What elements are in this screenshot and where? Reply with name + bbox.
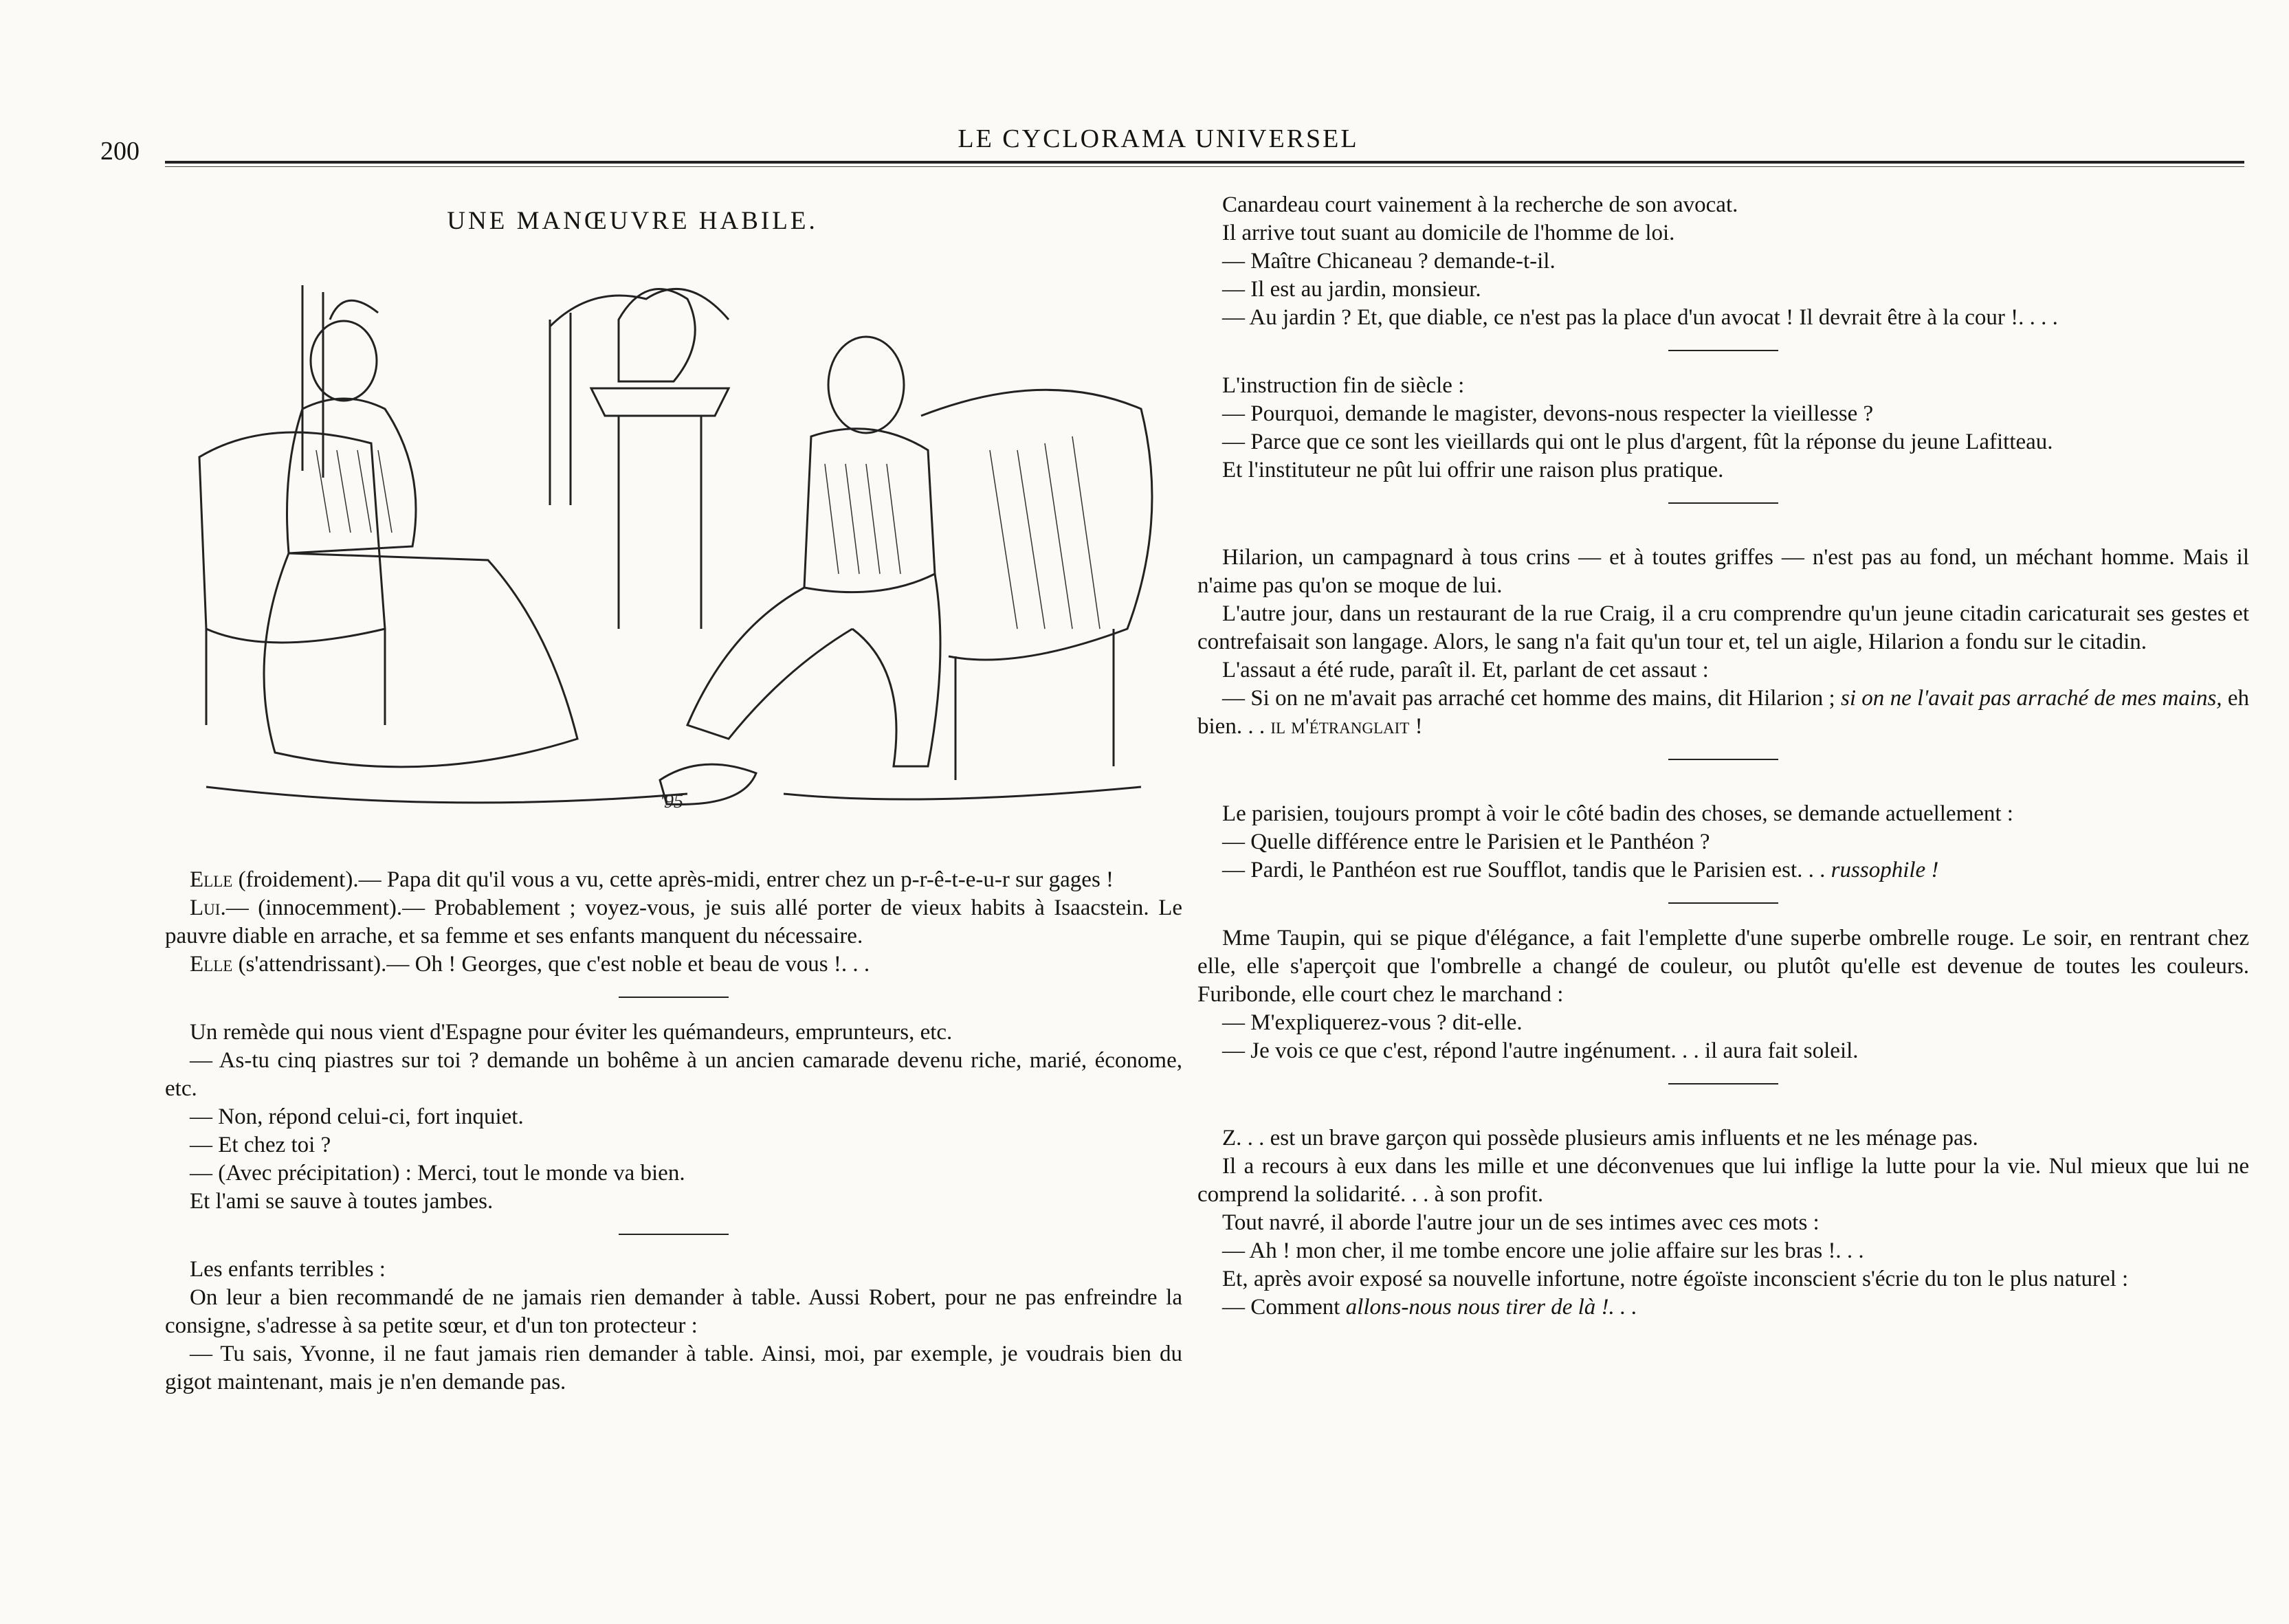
paragraph: — Non, répond celui-ci, fort inquiet. (190, 1104, 524, 1129)
paragraph: — Au jardin ? Et, que diable, ce n'est pas la place d'un avocat ! Il devrait être à la cour !. . . . (1222, 305, 2058, 330)
paragraph: — Maître Chicaneau ? demande-t-il. (1222, 249, 1556, 274)
separator-rule (1668, 1083, 1778, 1084)
hilarion-quote: — Si on ne m'avait pas arraché cet homme des mains, dit Hilarion ; si on ne l'avait pas arraché de mes mains, eh bien. . . il m'étranglait ! (1197, 686, 2249, 739)
engraving-illustration (165, 244, 1169, 821)
separator-rule (619, 997, 729, 998)
paragraph: — Pourquoi, demande le magister, devons-nous respecter la vieillesse ? (1222, 401, 1874, 426)
spacer (1197, 1105, 2249, 1124)
paragraph: L'instruction fin de siècle : (1222, 373, 1465, 398)
paragraph: Et, après avoir exposé sa nouvelle infortune, notre égoïste inconscient s'écrie du ton le plus naturel : (1222, 1267, 2129, 1291)
header-rule-thin (165, 166, 2244, 167)
separator-rule (619, 1234, 729, 1235)
paragraph: Il a recours à eux dans les mille et une déconvenues que lui inflige la lutte pour la vie. Nul mieux que lui ne comprend la solidarité. . . à son profit. (1197, 1154, 2249, 1207)
paragraph: — Il est au jardin, monsieur. (1222, 277, 1481, 302)
paragraph: — Quelle différence entre le Parisien et le Panthéon ? (1222, 830, 1710, 854)
paragraph: Il arrive tout suant au domicile de l'homme de loi. (1222, 221, 1675, 245)
paragraph: — Ah ! mon cher, il me tombe encore une jolie affaire sur les bras !. . . (1222, 1238, 1864, 1263)
separator-rule (1668, 350, 1778, 351)
running-title: LE CYCLORAMA UNIVERSEL (958, 124, 1359, 153)
paragraph: Et l'instituteur ne pût lui offrir une raison plus pratique. (1222, 458, 1724, 482)
right-column (1197, 191, 2249, 1322)
paragraph: — (Avec précipitation) : Merci, tout le monde va bien. (190, 1161, 685, 1186)
paragraph: L'assaut a été rude, paraît il. Et, parlant de cet assaut : (1222, 658, 1709, 682)
paragraph: Les enfants terribles : (190, 1257, 386, 1282)
left-column (165, 866, 1182, 1397)
paragraph: Tout navré, il aborde l'autre jour un de ses intimes avec ces mots : (1222, 1210, 1820, 1235)
paragraph: On leur a bien recommandé de ne jamais rien demander à table. Aussi Robert, pour ne pas enfreindre la consigne, s'adresse à sa petite sœur, et d'un ton protecteur : (165, 1285, 1182, 1338)
paragraph: Le parisien, toujours prompt à voir le côté badin des choses, se demande actuellement : (1222, 801, 2013, 826)
article-title: UNE MANŒUVRE HABILE. (447, 207, 818, 235)
paragraph: Hilarion, un campagnard à tous crins — et à toutes griffes — n'est pas au fond, un méchant homme. Mais il n'aime pas qu'on se moque de lui. (1197, 545, 2249, 598)
separator-rule (1668, 902, 1778, 904)
artist-mark: '95 (660, 791, 683, 812)
paragraph: — Parce que ce sont les vieillards qui ont le plus d'argent, fût la réponse du jeune Lafitteau. (1222, 430, 2053, 454)
paragraph: Z. . . est un brave garçon qui possède plusieurs amis influents et ne les ménage pas. (1222, 1126, 1978, 1150)
paragraph: Un remède qui nous vient d'Espagne pour éviter les quémandeurs, emprunteurs, etc. (190, 1020, 953, 1045)
dialogue-line-2: Lui.— (innocemment).— Probablement ; voyez-vous, je suis allé porter de vieux habits à Isaacstein. Le pauvre diable en arrache, et sa femme et ses enfants manquent du nécessaire. (165, 896, 1183, 948)
paragraph: — M'expliquerez-vous ? dit-elle. (1222, 1010, 1523, 1035)
paragraph: L'autre jour, dans un restaurant de la rue Craig, il a cru comprendre qu'un jeune citadin caricaturait ses gestes et contrefaisait son langage. Alors, le sang n'a fait qu'un tour et, tel un aigle, Hilarion a fondu sur le citadin. (1197, 601, 2249, 654)
spacer (1197, 524, 2249, 544)
spacer (1197, 781, 2249, 800)
page-number: 200 (100, 137, 140, 166)
paragraph: Canardeau court vainement à la recherche de son avocat. (1222, 192, 1738, 217)
separator-rule (1668, 502, 1778, 504)
paragraph: — Tu sais, Yvonne, il ne faut jamais rien demander à table. Ainsi, moi, par exemple, je voudrais bien du gigot maintenant, mais je n'en demande pas. (165, 1342, 1182, 1394)
dialogue-line-3: Elle (s'attendrissant).— Oh ! Georges, que c'est noble et beau de vous !. . . (190, 952, 870, 977)
header-rule (165, 161, 2244, 164)
separator-rule (1668, 759, 1778, 760)
paragraph: — Et chez toi ? (190, 1133, 331, 1157)
paragraph: — Je vois ce que c'est, répond l'autre ingénument. . . il aura fait soleil. (1222, 1038, 1859, 1063)
paragraph: — As-tu cinq piastres sur toi ? demande un bohême à un ancien camarade devenu riche, marié, économe, etc. (165, 1048, 1182, 1101)
paragraph: Mme Taupin, qui se pique d'élégance, a fait l'emplette d'une superbe ombrelle rouge. Le soir, en rentrant chez elle, elle s'aperçoit que l'ombrelle a changé de couleur, ou plutôt qu'elle est devenue de toutes les couleurs. Furibonde, elle court chez le marchand : (1197, 926, 2249, 1007)
z-closing-line: — Comment allons-nous nous tirer de là !. . . (1222, 1295, 1637, 1320)
dialogue-line-1: Elle (froidement).— Papa dit qu'il vous a vu, cette après-midi, entrer chez un p-r-ê-t-e-u-r sur gages ! (190, 867, 1114, 892)
parisien-answer: — Pardi, le Panthéon est rue Soufflot, tandis que le Parisien est. . . russophile ! (1222, 858, 1939, 882)
paragraph: Et l'ami se sauve à toutes jambes. (190, 1189, 494, 1214)
